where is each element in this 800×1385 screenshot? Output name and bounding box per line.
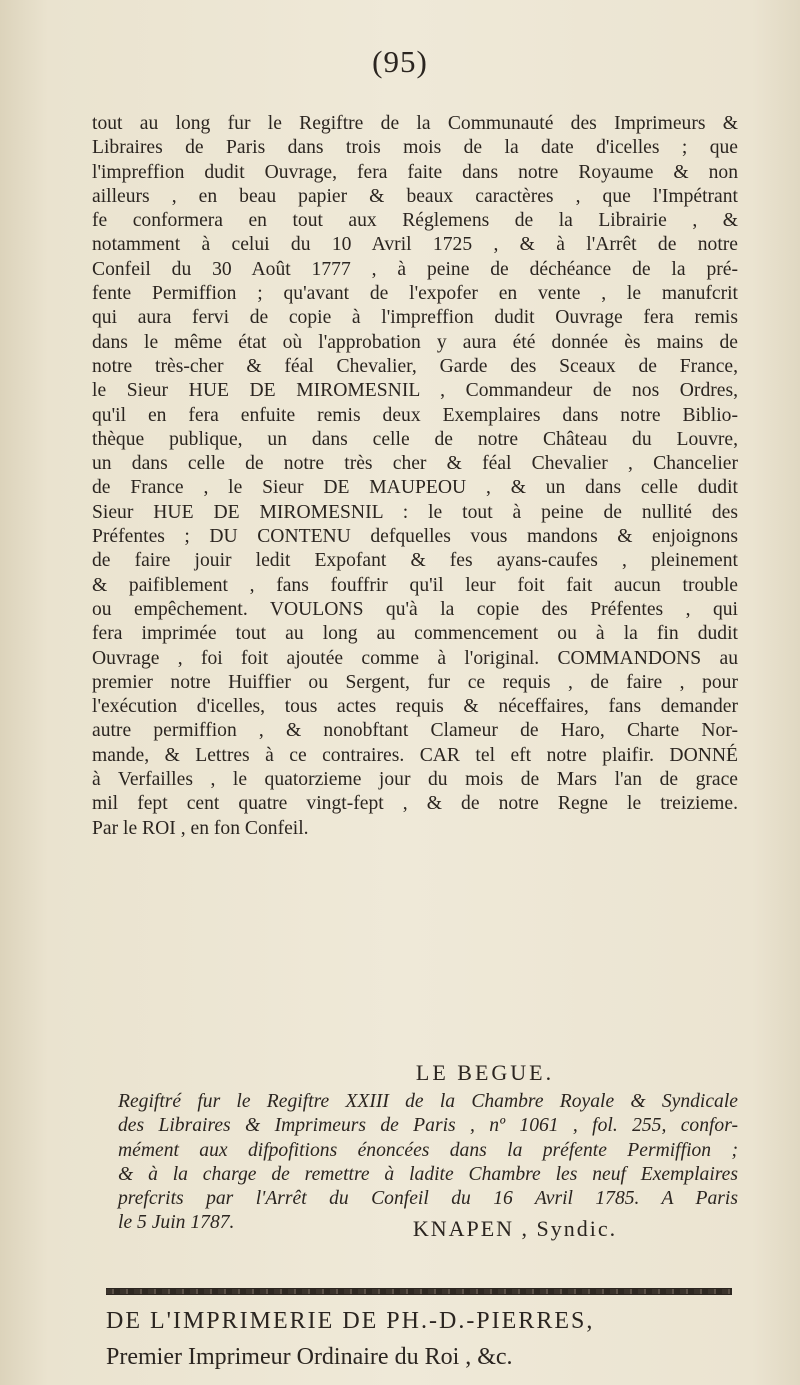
text-line: l'impreffion dudit Ouvrage, fera faite dans notre Royaume & non — [92, 161, 738, 183]
text-line: Ouvrage , foi foit ajoutée comme à l'original. COMMANDONS au — [92, 647, 738, 669]
text-line: & paifiblement , fans fouffrir qu'il leur foit fait aucun trouble — [92, 574, 738, 596]
decorative-rule — [106, 1288, 732, 1295]
printer-title: Premier Imprimeur Ordinaire du Roi , &c. — [106, 1344, 513, 1370]
text-line: qui aura fervi de copie à l'impreffion dudit Ouvrage fera remis — [92, 307, 738, 329]
printer-imprint: DE L'IMPRIMERIE DE PH.-D.-PIERRES, — [106, 1308, 595, 1334]
registration-note — [118, 1090, 738, 1236]
text-line: mande, & Lettres à ce contraires. CAR tel eft notre plaifir. DONNÉ — [92, 744, 738, 766]
text-line: fente Permiffion ; qu'avant de l'expofer en vente , le manufcrit — [92, 283, 738, 305]
text-line: fera imprimée tout au long au commencement ou à la fin dudit — [92, 623, 738, 645]
text-line: tout au long fur le Regiftre de la Communauté des Imprimeurs & — [92, 113, 738, 134]
registration-line: prefcrits par l'Arrêt du Confeil du 16 Avril 1785. A Paris — [118, 1188, 738, 1210]
text-line: le Sieur HUE DE MIROMESNIL , Commandeur de nos Ordres, — [92, 380, 738, 402]
text-line: dans le même état où l'approbation y aura été donnée ès mains de — [92, 331, 738, 353]
text-line: Libraires de Paris dans trois mois de la date d'icelles ; que — [92, 137, 738, 159]
text-line: Sieur HUE DE MIROMESNIL : le tout à peine de nullité des — [92, 501, 738, 523]
text-line: notre très-cher & féal Chevalier, Garde des Sceaux de France, — [92, 355, 738, 377]
text-line: ailleurs , en beau papier & beaux caractères , que l'Impétrant — [92, 185, 738, 207]
registration-line: mément aux difpofitions énoncées dans la préfente Permiffion ; — [118, 1139, 738, 1161]
text-line: qu'il en fera enfuite remis deux Exemplaires dans notre Biblio- — [92, 404, 738, 426]
text-line: Préfentes ; DU CONTENU defquelles vous mandons & enjoignons — [92, 526, 738, 548]
text-line: de faire jouir ledit Expofant & fes ayans-caufes , pleinement — [92, 550, 738, 572]
registration-line: le 5 Juin 1787. — [118, 1212, 235, 1234]
signature-le-begue: LE BEGUE. — [415, 1060, 555, 1085]
text-line: fe conformera en tout aux Réglemens de la Librairie , & — [92, 210, 738, 232]
text-line: notamment à celui du 10 Avril 1725 , & à l'Arrêt de notre — [92, 234, 738, 256]
text-line: à Verfailles , le quatorzieme jour du mois de Mars l'an de grace — [92, 769, 738, 791]
text-line: Confeil du 30 Août 1777 , à peine de déchéance de la pré- — [92, 258, 738, 280]
text-line: ou empêchement. VOULONS qu'à la copie des Préfentes , qui — [92, 598, 738, 620]
privilege-text — [92, 112, 738, 841]
text-line: de France , le Sieur DE MAUPEOU , & un dans celle dudit — [92, 477, 738, 499]
text-line: Par le ROI , en fon Confeil. — [92, 817, 309, 839]
text-line: thèque publique, un dans celle de notre Château du Louvre, — [92, 428, 738, 450]
text-line: autre permiffion , & nonobftant Clameur de Haro, Charte Nor- — [92, 720, 738, 742]
text-line: mil fept cent quatre vingt-fept , & de notre Regne le treizieme. — [92, 793, 738, 815]
text-line: l'exécution d'icelles, tous actes requis & néceffaires, fans demander — [92, 696, 738, 718]
signature-knapen: KNAPEN , Syndic. — [412, 1216, 618, 1241]
registration-line: des Libraires & Imprimeurs de Paris , nº 1061 , fol. 255, confor- — [118, 1115, 738, 1137]
text-line: premier notre Huiffier ou Sergent, fur ce requis , de faire , pour — [92, 671, 738, 693]
text-line: un dans celle de notre très cher & féal Chevalier , Chancelier — [92, 453, 738, 475]
page-number: (95) — [372, 44, 428, 79]
registration-line: & à la charge de remettre à ladite Chambre les neuf Exemplaires — [118, 1163, 738, 1185]
registration-line: Regiftré fur le Regiftre XXIII de la Chambre Royale & Syndicale — [118, 1091, 738, 1112]
